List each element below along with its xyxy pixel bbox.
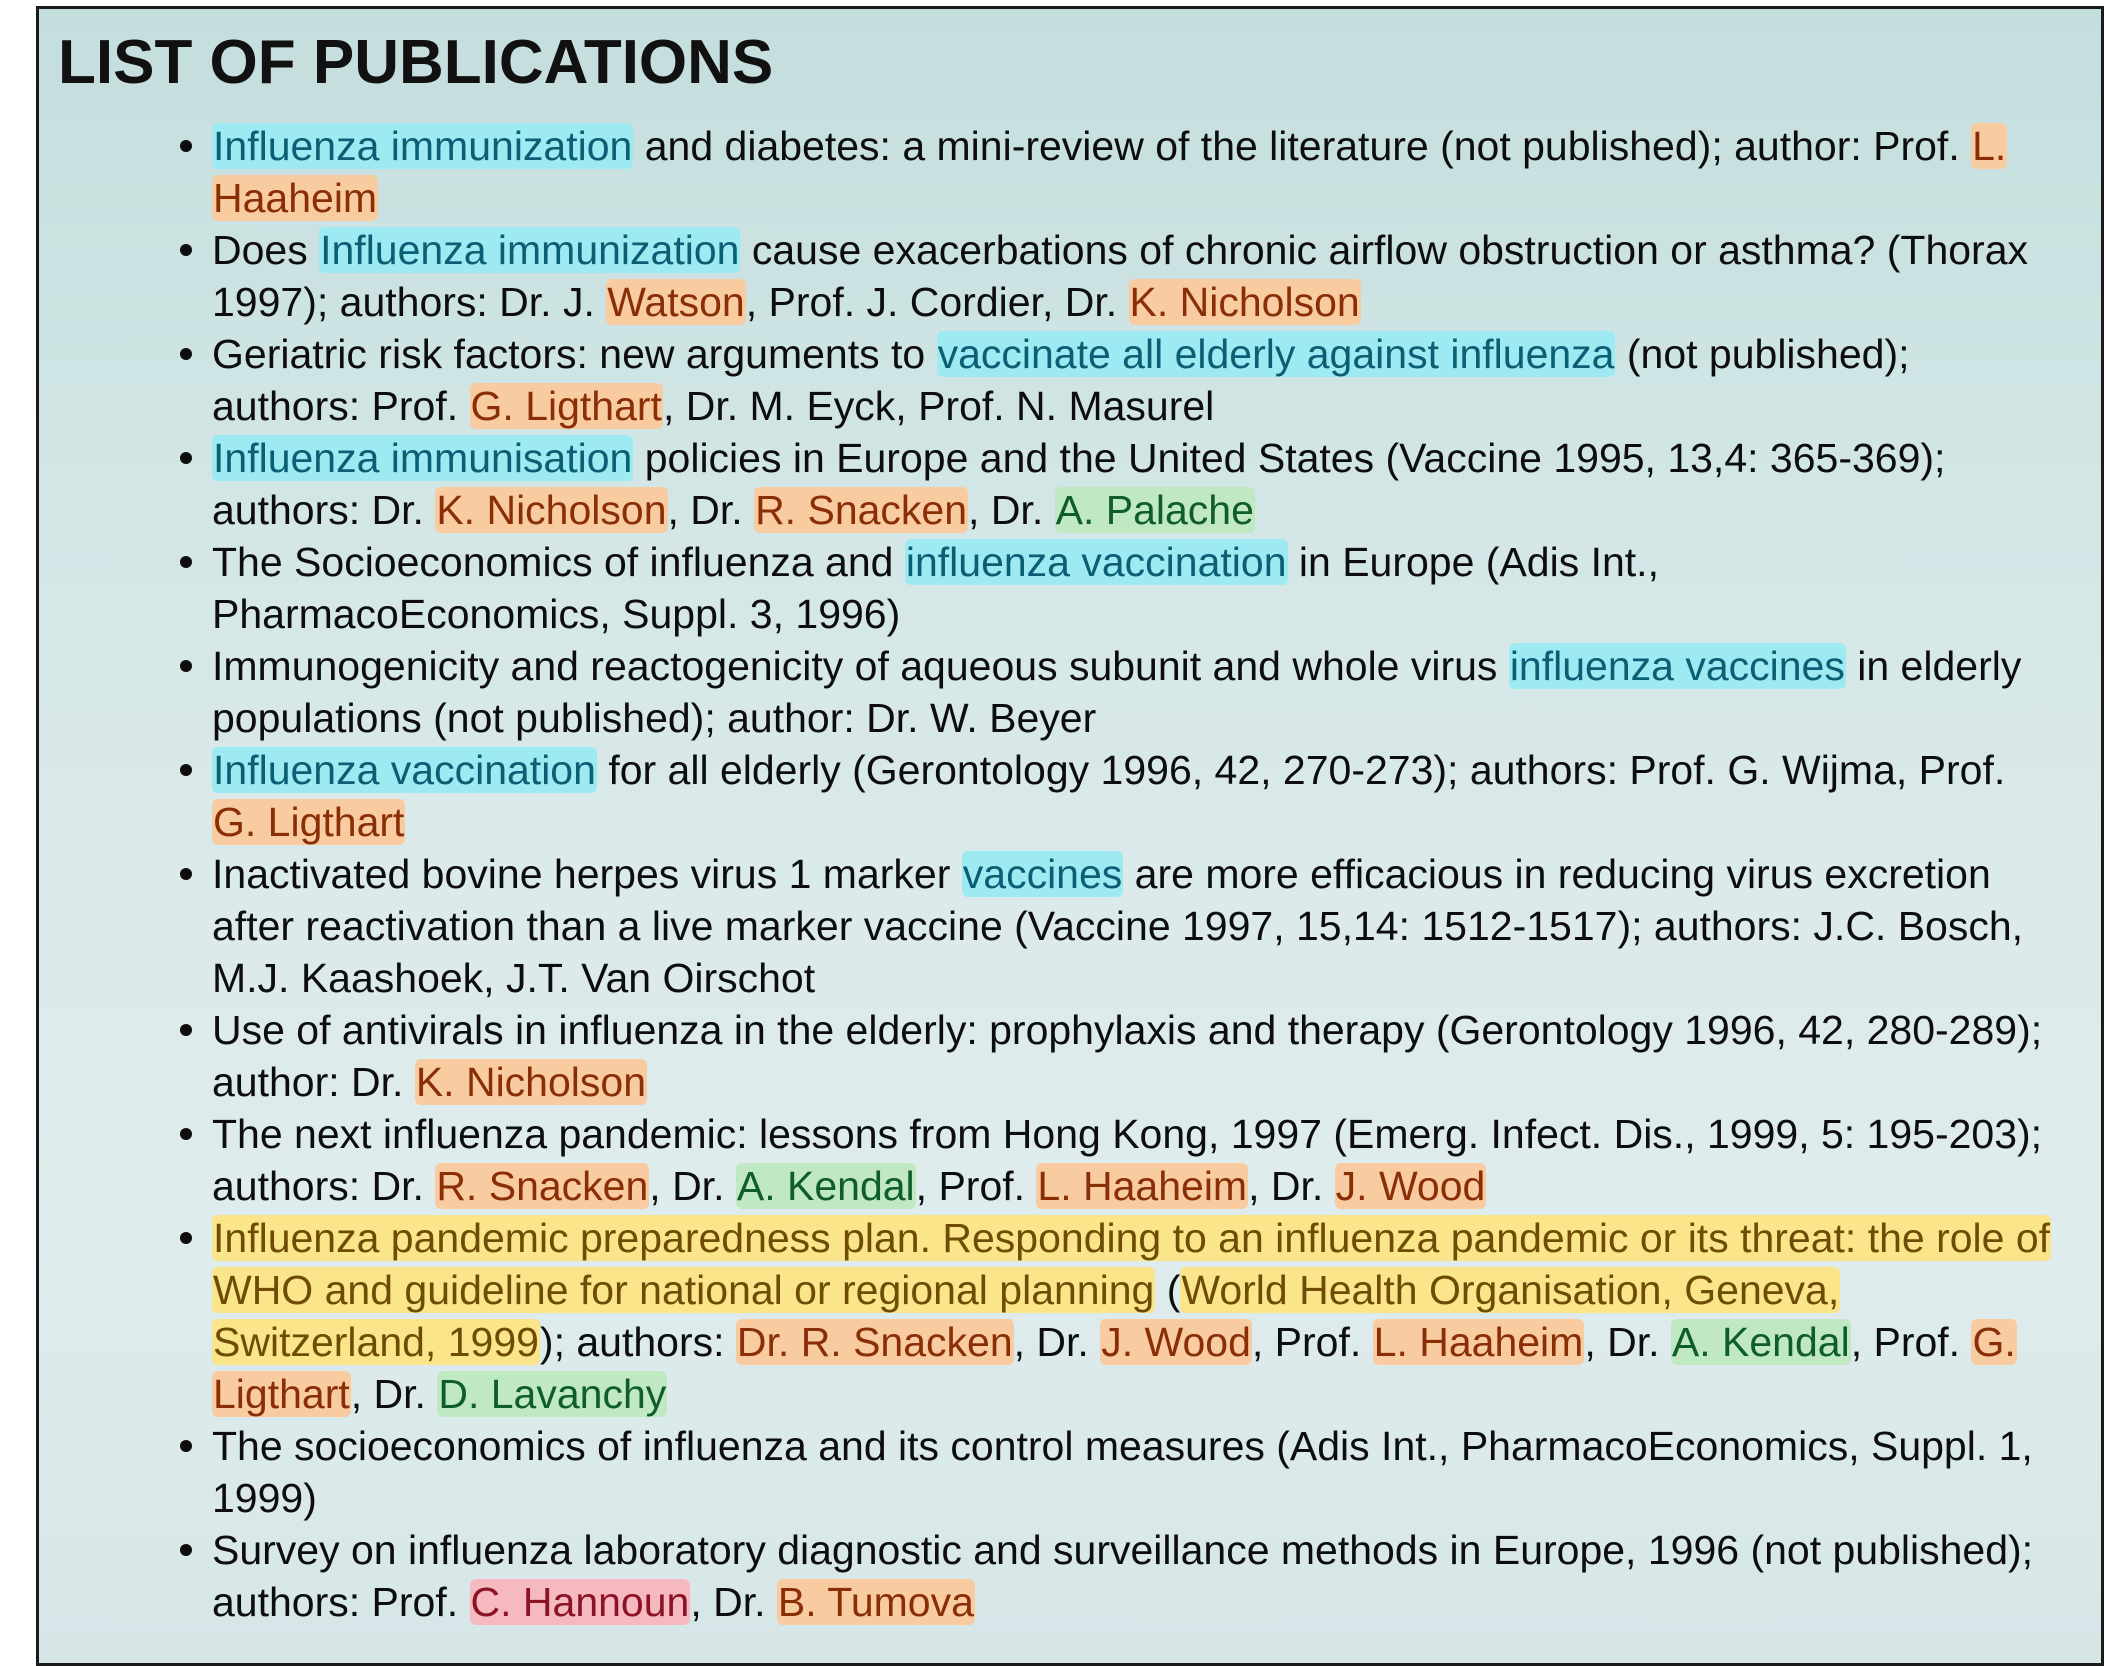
bullet-icon (180, 1232, 192, 1244)
publication-text: Does (212, 227, 320, 273)
publication-item (212, 328, 2058, 432)
publication-text: and diabetes: a mini-review of the literature (not published); author: Prof. (633, 123, 1972, 169)
publication-text: , Dr. (690, 1579, 777, 1625)
author-highlight-green: A. Kendal (736, 1163, 915, 1209)
author-highlight: K. Nicholson (415, 1059, 646, 1105)
publication-item (212, 1212, 2058, 1420)
publication-text: , Prof. (1850, 1319, 1972, 1365)
author-highlight: J. Wood (1101, 1319, 1251, 1365)
author-highlight: R. Snacken (755, 487, 968, 533)
author-highlight: G. Ligthart (213, 1319, 2016, 1417)
publication-text: Survey on influenza laboratory diagnostic and surveillance methods in Europe, 1996 (not published); authors: Prof. (212, 1527, 2034, 1625)
publication-text: Inactivated bovine herpes virus 1 marker (212, 851, 962, 897)
publication-text: ); authors: (539, 1319, 736, 1365)
publication-item (212, 432, 2058, 536)
publication-text: The next influenza pandemic: lessons from Hong Kong, 1997 (Emerg. Infect. Dis., 1999, 5: 195-203); authors: Dr. (212, 1111, 2043, 1209)
publication-text: , Dr. (350, 1371, 438, 1417)
publication-text: Immunogenicity and reactogenicity of aqueous subunit and whole virus (212, 643, 1509, 689)
topic-highlight: influenza vaccines (1509, 643, 1845, 689)
bullet-icon (180, 556, 192, 568)
publication-item (212, 744, 2058, 848)
publication-text: , Dr. (649, 1163, 736, 1209)
publication-text: , Dr. (667, 487, 755, 533)
document-highlight: Influenza pandemic preparedness plan. Responding to an influenza pandemic or its threat: the role of WHO and guideline for national or regional planning (213, 1215, 2051, 1313)
bullet-icon (180, 348, 192, 360)
bullet-icon (180, 452, 192, 464)
publication-text: Geriatric risk factors: new arguments to (212, 331, 937, 377)
publication-text: , Dr. (1584, 1319, 1671, 1365)
publication-item (212, 536, 2058, 640)
publication-text: , Dr. (1013, 1319, 1101, 1365)
author-highlight-pink: C. Hannoun (470, 1579, 690, 1625)
publication-text: in Europe (Adis Int., PharmacoEconomics, Suppl. 3, 1996) (212, 539, 1659, 637)
topic-highlight: vaccinate all elderly against influenza (937, 331, 1615, 377)
author-highlight: L. Haaheim (213, 123, 2007, 221)
publication-text: The socioeconomics of influenza and its control measures (Adis Int., PharmacoEconomics, Suppl. 1, 1999) (212, 1423, 2033, 1521)
bullet-icon (180, 764, 192, 776)
bullet-icon (180, 660, 192, 672)
publication-text: for all elderly (Gerontology 1996, 42, 270-273); authors: Prof. G. Wijma, Prof. (596, 747, 2006, 793)
publication-text: , Dr. (968, 487, 1055, 533)
publication-text: cause exacerbations of chronic airflow obstruction or asthma? (Thorax 1997); authors: Dr. J. (212, 227, 2029, 325)
document-highlight: World Health Organisation, Geneva, Switzerland, 1999 (213, 1267, 1840, 1365)
author-highlight: L. Haaheim (1037, 1163, 1248, 1209)
bullet-icon (180, 868, 192, 880)
publication-item (212, 224, 2058, 328)
publication-text: , Prof. J. Cordier, Dr. (745, 279, 1129, 325)
topic-highlight: Influenza immunization (213, 123, 633, 169)
topic-highlight: Influenza immunisation (213, 435, 633, 481)
bullet-icon (180, 1544, 192, 1556)
page-title: LIST OF PUBLICATIONS (58, 28, 774, 97)
author-highlight: J. Wood (1335, 1163, 1486, 1209)
topic-highlight: vaccines (962, 851, 1123, 897)
author-highlight: K. Nicholson (436, 487, 667, 533)
publication-text: policies in Europe and the United States (Vaccine 1995, 13,4: 365-369); authors: Dr. (212, 435, 1946, 533)
publication-text: Use of antivirals in influenza in the elderly: prophylaxis and therapy (Gerontology 1996, 42, 280-289); author: Dr. (212, 1007, 2043, 1105)
author-highlight: G. Ligthart (213, 799, 405, 845)
publication-item (212, 1004, 2058, 1108)
author-highlight: K. Nicholson (1129, 279, 1360, 325)
bullet-icon (180, 1440, 192, 1452)
topic-highlight: Influenza immunization (320, 227, 740, 273)
publication-text: The Socioeconomics of influenza and (212, 539, 905, 585)
publication-item (212, 848, 2058, 1004)
bullet-icon (180, 1128, 192, 1140)
author-highlight-green: D. Lavanchy (438, 1371, 667, 1417)
publication-list (212, 120, 2058, 1628)
publication-text: , Dr. M. Eyck, Prof. N. Masurel (662, 383, 1215, 429)
author-highlight-green: A. Kendal (1671, 1319, 1850, 1365)
author-highlight-green: A. Palache (1055, 487, 1254, 533)
bullet-icon (180, 244, 192, 256)
topic-highlight: Influenza vaccination (213, 747, 596, 793)
publication-text: ( (1155, 1267, 1181, 1313)
author-highlight: Watson (607, 279, 745, 325)
author-highlight: Dr. R. Snacken (736, 1319, 1013, 1365)
publication-item (212, 1420, 2058, 1524)
publication-text: , Dr. (1248, 1163, 1335, 1209)
publication-text: in elderly populations (not published); author: Dr. W. Beyer (212, 643, 2022, 741)
bullet-icon (180, 1024, 192, 1036)
author-highlight: R. Snacken (436, 1163, 649, 1209)
publication-text: , Prof. (915, 1163, 1037, 1209)
publication-item (212, 640, 2058, 744)
author-highlight: L. Haaheim (1373, 1319, 1584, 1365)
publication-text: are more efficacious in reducing virus excretion after reactivation than a live marker vaccine (Vaccine 1997, 15,14: 1512-1517); authors: J.C. Bosch, M.J. Kaashoek, J.T. Van Oirschot (212, 851, 2024, 1001)
author-highlight: G. Ligthart (470, 383, 662, 429)
publication-item (212, 1524, 2058, 1628)
publication-text: (not published); authors: Prof. (212, 331, 1910, 429)
publication-item (212, 1108, 2058, 1212)
publication-text: , Prof. (1251, 1319, 1373, 1365)
topic-highlight: influenza vaccination (905, 539, 1287, 585)
bullet-icon (180, 140, 192, 152)
author-highlight: B. Tumova (777, 1579, 974, 1625)
publication-item (212, 120, 2058, 224)
